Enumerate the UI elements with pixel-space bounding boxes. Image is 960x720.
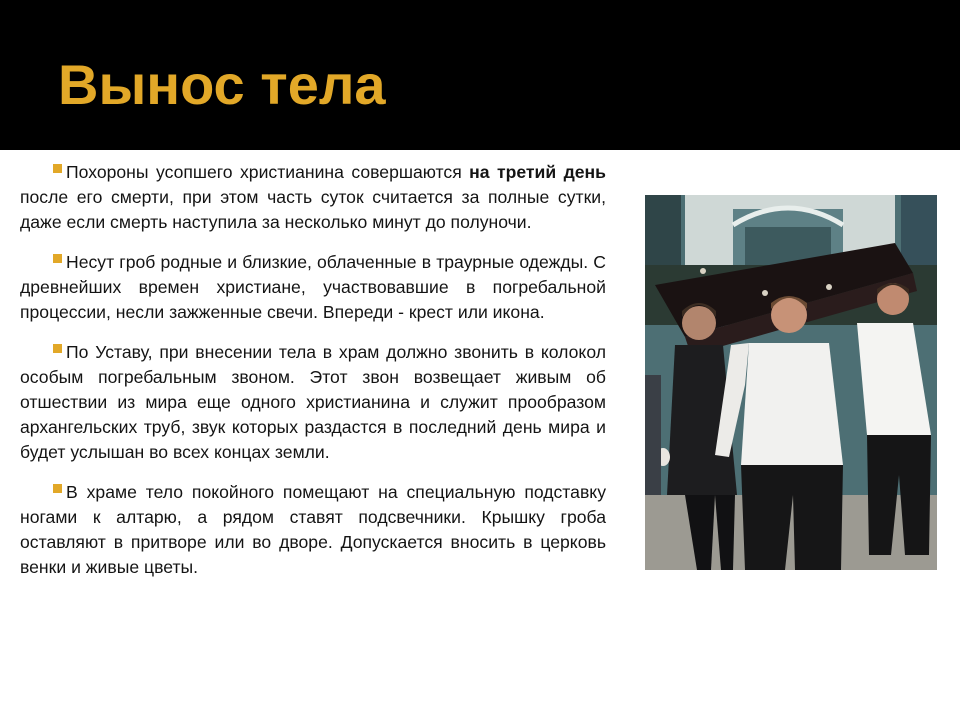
paragraph-4 [20, 480, 606, 580]
square-bullet-icon [53, 254, 62, 263]
paragraph-1 [20, 160, 606, 235]
funeral-procession-photo [645, 195, 937, 570]
paragraph-1-text-start: Похороны усопшего христианина совершаются [66, 162, 470, 182]
paragraph-1-bold-text: на третий день [469, 162, 606, 182]
square-bullet-icon [53, 484, 62, 493]
paragraph-2-text: Несут гроб родные и близкие, облаченные в траурные одежды. С древнейших времен христиане, участвовавшие в погребальной процессии, несли зажженные свечи. Впереди - крест или икона. [20, 252, 606, 322]
slide-title: Вынос тела [58, 53, 386, 116]
square-bullet-icon [53, 164, 62, 173]
paragraph-1-text-end: после его смерти, при этом часть суток считается за полные сутки, даже если смерть наступила за несколько минут до полуночи. [20, 187, 606, 232]
body-text [20, 160, 606, 595]
paragraph-4-text: В храме тело покойного помещают на специальную подставку ногами к алтарю, а рядом ставят подсвечники. Крышку гроба оставляют в притворе или во дворе. Допускается вносить в церковь венки и живые цветы. [20, 482, 606, 577]
paragraph-3-text: По Уставу, при внесении тела в храм должно звонить в колокол особым погребальным звоном. Этот звон возвещает живым об отшествии из мира еще одного христианина и служит прообразом архангельских труб, звук которых раздастся в последний день мира и будет услышан во всех концах земли. [20, 342, 606, 462]
title-bar [0, 0, 960, 150]
paragraph-3 [20, 340, 606, 465]
paragraph-2 [20, 250, 606, 325]
square-bullet-icon [53, 344, 62, 353]
